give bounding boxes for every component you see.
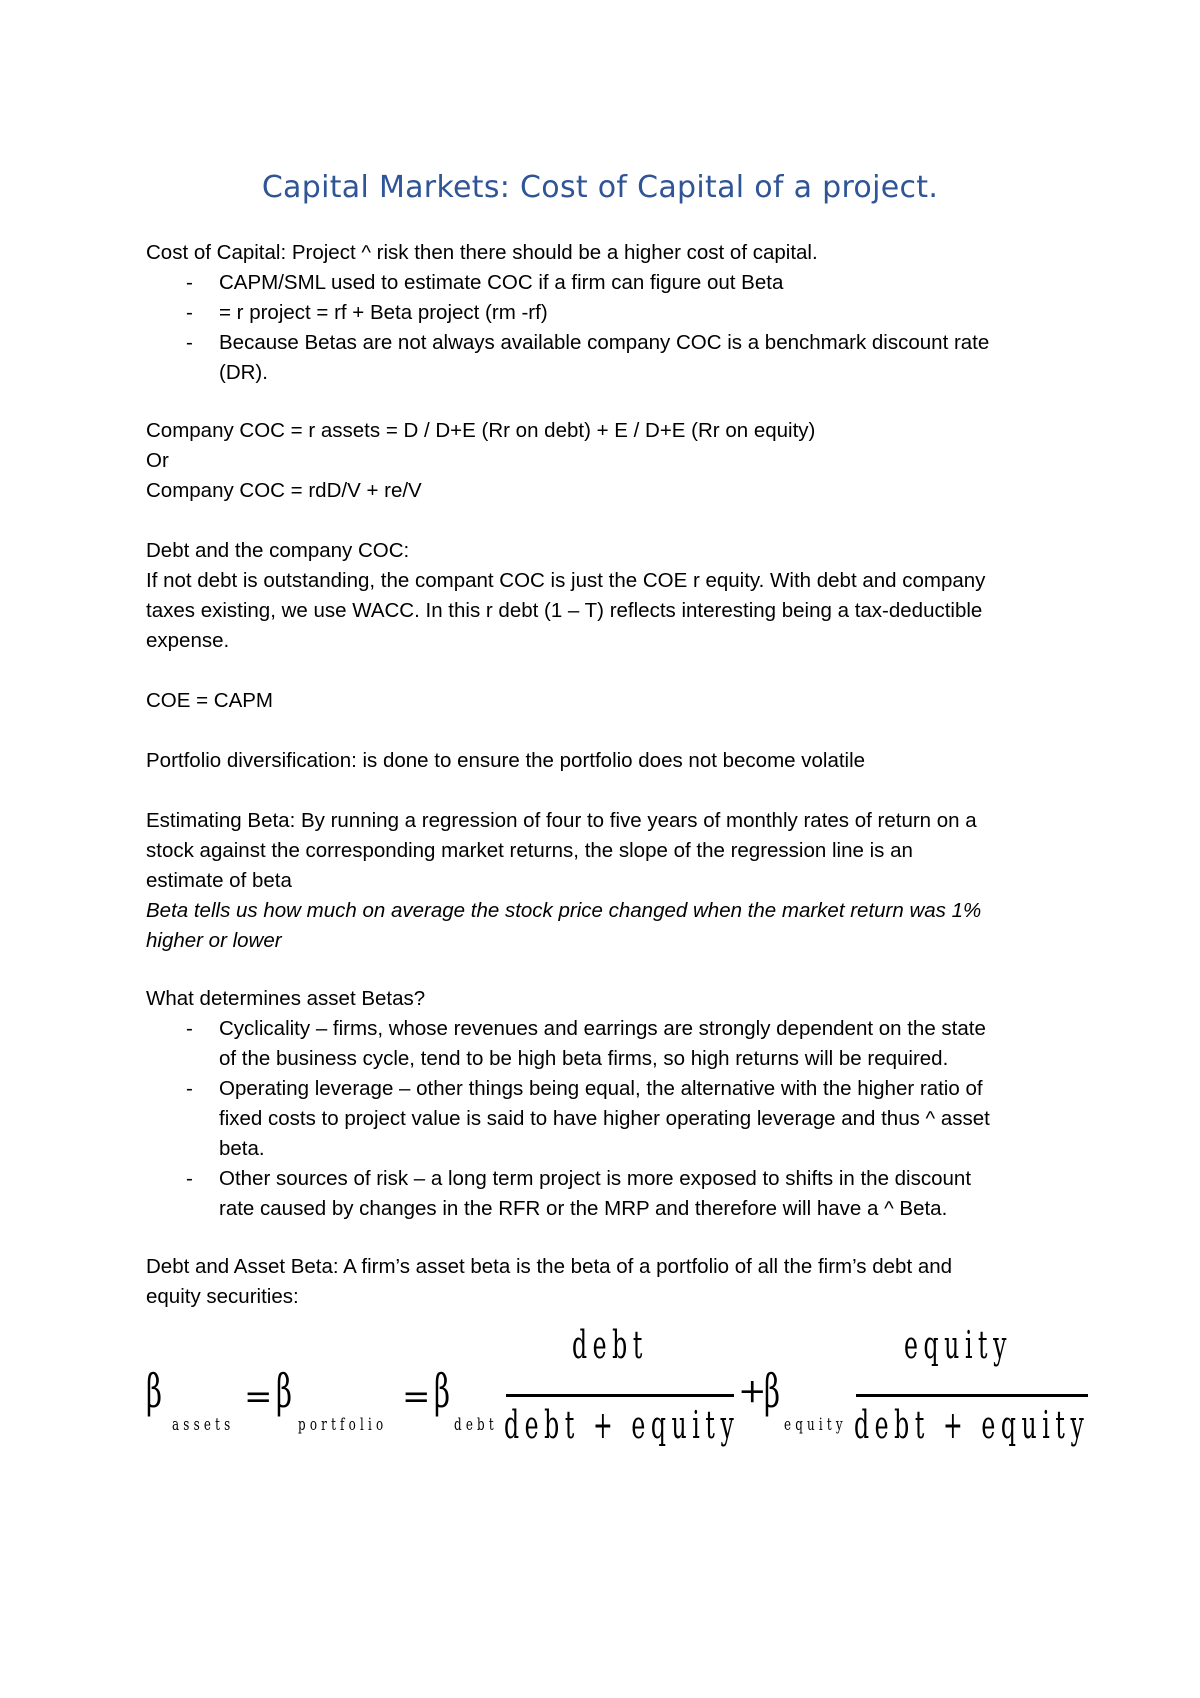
- paragraph-line: taxes existing, we use WACC. In this r debt (1 – T) reflects interesting being a tax-deductible: [146, 599, 983, 622]
- subscript-equity: equity: [784, 1415, 847, 1435]
- subscript-portfolio: portfolio: [298, 1415, 388, 1435]
- asset-bullet-list: [146, 1014, 1076, 1224]
- company-coc-formula-2: Company COC = rdD/V + re/V: [146, 479, 422, 502]
- beta-symbol: β: [146, 1364, 162, 1418]
- dash-marker: -: [186, 1167, 193, 1190]
- fraction-denominator: debt + equity: [854, 1403, 1090, 1447]
- plus-sign: +: [738, 1371, 767, 1411]
- paragraph-line: Debt and Asset Beta: A firm’s asset beta is the beta of a portfolio of all the firm’s debt and: [146, 1255, 953, 1278]
- list-item: - CAPM/SML used to estimate COC if a firm can figure out Beta: [146, 268, 1076, 298]
- coc-section: [146, 238, 1076, 388]
- list-item: - Because Betas are not always available company COC is a benchmark discount rate: [146, 328, 1076, 358]
- subscript-debt: debt: [454, 1415, 498, 1435]
- paragraph-line: estimate of beta: [146, 869, 292, 892]
- beta-note-line: Beta tells us how much on average the stock price changed when the market return was 1%: [146, 899, 982, 922]
- equals-sign: =: [402, 1377, 431, 1417]
- list-item-continuation: (DR).: [219, 361, 268, 384]
- fraction-bar: [856, 1394, 1088, 1397]
- paragraph-line: Estimating Beta: By running a regression of four to five years of monthly rates of return on a: [146, 809, 977, 832]
- beta-symbol: β: [434, 1364, 450, 1418]
- list-item: - Operating leverage – other things being equal, the alternative with the higher ratio of fixed costs to project value is said to have higher operating leverage and thus ^ asset beta.: [146, 1074, 1076, 1164]
- equals-sign: =: [244, 1377, 273, 1417]
- fraction-numerator: debt: [572, 1323, 648, 1367]
- beta-symbol: β: [276, 1364, 292, 1418]
- coc-bullet-list: [146, 268, 1076, 388]
- dash-marker: -: [186, 301, 193, 324]
- dash-marker: -: [186, 1077, 193, 1100]
- coc-intro: Cost of Capital: Project ^ risk then there should be a higher cost of capital.: [146, 241, 818, 264]
- or-text: Or: [146, 449, 169, 472]
- dash-marker: -: [186, 331, 193, 354]
- debt-heading: Debt and the company COC:: [146, 539, 410, 562]
- debt-section: [146, 536, 1076, 656]
- paragraph-line: equity securities:: [146, 1285, 299, 1308]
- paragraph-line: stock against the corresponding market returns, the slope of the regression line is an: [146, 839, 913, 862]
- asset-beta-formula: [140, 1323, 1090, 1490]
- beta-note-line: higher or lower: [146, 929, 282, 952]
- estimating-beta-section: [146, 806, 1076, 956]
- debt-asset-beta-section: [146, 1252, 1076, 1312]
- asset-betas-section: [146, 984, 1076, 1224]
- coe-line: COE = CAPM: [146, 689, 274, 712]
- page-title: Capital Markets: Cost of Capital of a project.: [261, 170, 939, 205]
- dash-marker: -: [186, 271, 193, 294]
- paragraph-line: expense.: [146, 629, 230, 652]
- company-coc-section: [146, 416, 1076, 506]
- list-item: - Cyclicality – firms, whose revenues and earrings are strongly dependent on the state of the business cycle, tend to be high beta firms, so high returns will be required.: [146, 1014, 1076, 1074]
- fraction-bar: [506, 1394, 734, 1397]
- beta-symbol: β: [764, 1364, 780, 1418]
- asset-heading: What determines asset Betas?: [146, 987, 426, 1010]
- fraction-numerator: equity: [904, 1323, 1012, 1367]
- list-item: - Other sources of risk – a long term project is more exposed to shifts in the discount rate caused by changes in the RFR or the MRP and therefore will have a ^ Beta.: [146, 1164, 1076, 1224]
- company-coc-formula-1: Company COC = r assets = D / D+E (Rr on debt) + E / D+E (Rr on equity): [146, 419, 816, 442]
- subscript-assets: assets: [172, 1415, 235, 1435]
- dash-marker: -: [186, 1017, 193, 1040]
- portfolio-line: Portfolio diversification: is done to ensure the portfolio does not become volatile: [146, 749, 866, 772]
- list-item: - = r project = rf + Beta project (rm -rf): [146, 298, 1076, 328]
- fraction-denominator: debt + equity: [504, 1403, 740, 1447]
- paragraph-line: If not debt is outstanding, the compant COC is just the COE r equity. With debt and company: [146, 569, 986, 592]
